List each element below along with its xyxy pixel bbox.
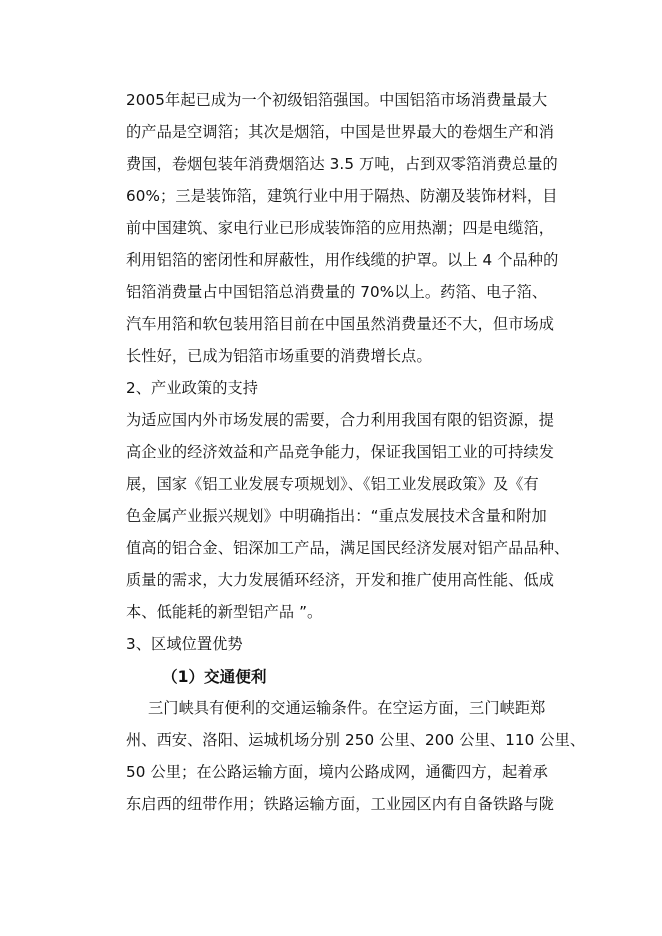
paragraph-line: 值高的铝合金、铝深加工产品，满足国民经济发展对铝产品品种、 — [126, 539, 570, 557]
paragraph-line: 长性好，已成为铝箔市场重要的消费增长点。 — [126, 347, 432, 365]
paragraph-line: 前中国建筑、家电行业已形成装饰箔的应用热潮；四是电缆箔， — [126, 219, 555, 237]
paragraph-line: 高企业的经济效益和产品竞争能力，保证我国铝工业的可持续发 — [126, 443, 555, 461]
section-heading-industry-policy: 2、产业政策的支持 — [126, 379, 259, 397]
paragraph-line: 2005年起已成为一个初级铝箔强国。中国铝箔市场消费量最大 — [126, 91, 548, 109]
paragraph-line: 州、西安、洛阳、运城机场分别 250 公里、200 公里、110 公里、 — [126, 731, 586, 749]
paragraph-line: 展，国家《铝工业发展专项规划》、《铝工业发展政策》及《有 — [126, 475, 539, 493]
paragraph-line: 为适应国内外市场发展的需要，合力利用我国有限的铝资源，提 — [126, 411, 555, 429]
paragraph-line: 三门峡具有便利的交通运输条件。在空运方面，三门峡距郑 — [148, 699, 546, 717]
paragraph-line: 50 公里；在公路运输方面，境内公路成网，通衢四方，起着承 — [126, 763, 548, 781]
paragraph-line: 东启西的纽带作用；铁路运输方面，工业园区内有自备铁路与陇 — [126, 795, 555, 813]
paragraph-line: 60%；三是装饰箔，建筑行业中用于隔热、防潮及装饰材料，目 — [126, 187, 558, 205]
paragraph-line: 色金属产业振兴规划》中明确指出：“重点发展技术含量和附加 — [126, 507, 547, 525]
paragraph-line: 利用铝箔的密闭性和屏蔽性，用作线缆的护罩。以上 4 个品种的 — [126, 251, 559, 269]
paragraph-line: 费国，卷烟包装年消费烟箔达 3.5 万吨，占到双零箔消费总量的 — [126, 155, 558, 173]
paragraph-line: 铝箔消费量占中国铝箔总消费量的 70%以上。药箔、电子箔、 — [126, 283, 548, 301]
section-heading-regional-advantage: 3、区域位置优势 — [126, 635, 243, 653]
paragraph-line: 质量的需求，大力发展循环经济，开发和推广使用高性能、低成 — [126, 571, 555, 589]
paragraph-line: 的产品是空调箔；其次是烟箔，中国是世界最大的卷烟生产和消 — [126, 123, 555, 141]
sub-heading-transport: （1）交通便利 — [162, 668, 267, 686]
paragraph-line: 本、低能耗的新型铝产品 ”。 — [126, 603, 323, 621]
paragraph-line: 汽车用箔和软包装用箔目前在中国虽然消费量还不大，但市场成 — [126, 315, 555, 333]
